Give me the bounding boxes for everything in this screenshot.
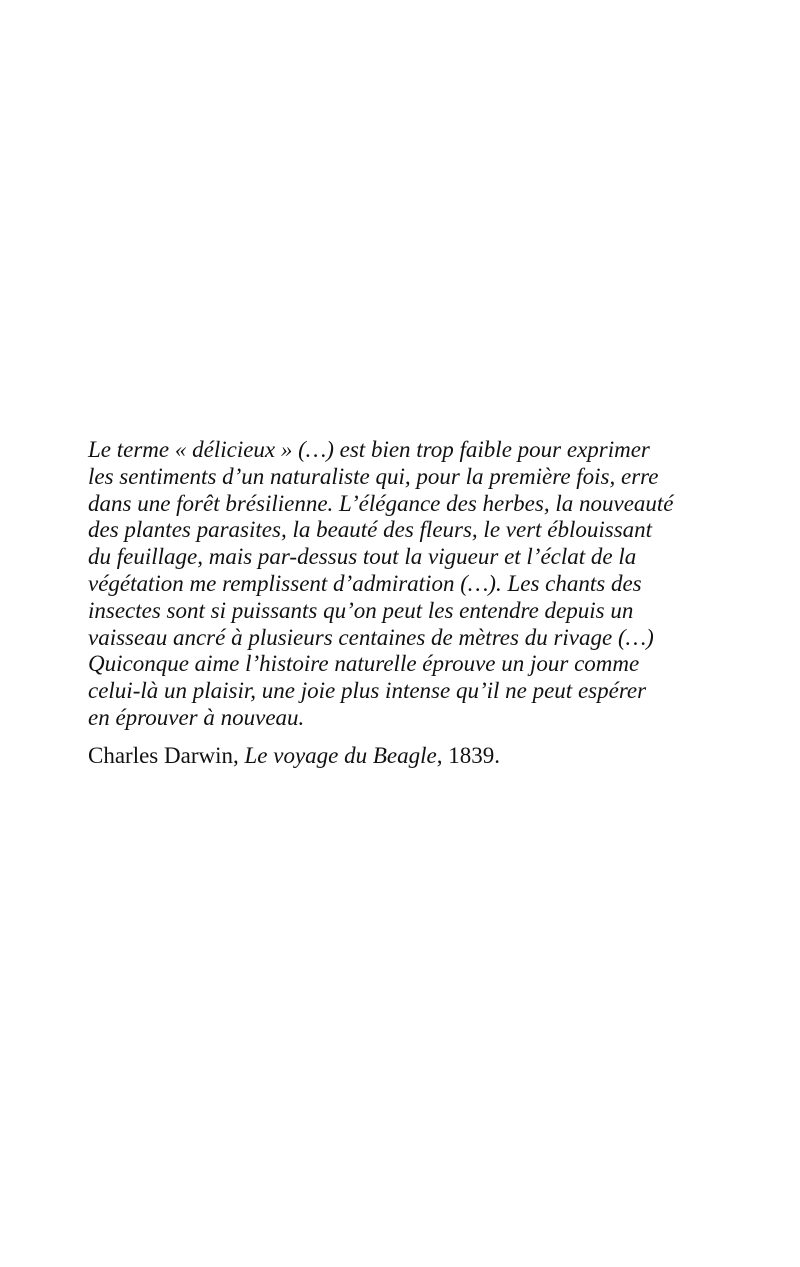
attribution-year: , 1839. <box>436 742 500 768</box>
quote-line: en éprouver à nouveau. <box>88 704 305 730</box>
quote-line: végétation me remplissent d’admiration (…). Les chants des <box>88 570 642 596</box>
quote-line: insectes sont si puissants qu’on peut les entendre depuis un <box>88 597 634 623</box>
quote-line: des plantes parasites, la beauté des fleurs, le vert éblouissant <box>88 517 653 543</box>
attribution-author: Charles Darwin, <box>88 742 239 768</box>
quote-line: Quiconque aime l’histoire naturelle éprouve un jour comme <box>88 651 640 677</box>
quote-line: les sentiments d’un naturaliste qui, pour la première fois, erre <box>88 463 659 489</box>
quote-line: celui-là un plaisir, une joie plus intense qu’il ne peut espérer <box>88 678 647 704</box>
quote-line: dans une forêt brésilienne. L’élégance des herbes, la nouveauté <box>88 490 674 516</box>
epigraph-quote <box>88 437 728 732</box>
quote-line: du feuillage, mais par-dessus tout la vigueur et l’éclat de la <box>88 544 637 570</box>
attribution-work-title: Le voyage du Beagle <box>244 742 437 768</box>
epigraph-block <box>88 437 728 770</box>
quote-line: Le terme « délicieux » (…) est bien trop faible pour exprimer <box>88 437 650 462</box>
quote-line: vaisseau ancré à plusieurs centaines de mètres du rivage (…) <box>88 624 654 650</box>
epigraph-attribution <box>88 742 728 770</box>
